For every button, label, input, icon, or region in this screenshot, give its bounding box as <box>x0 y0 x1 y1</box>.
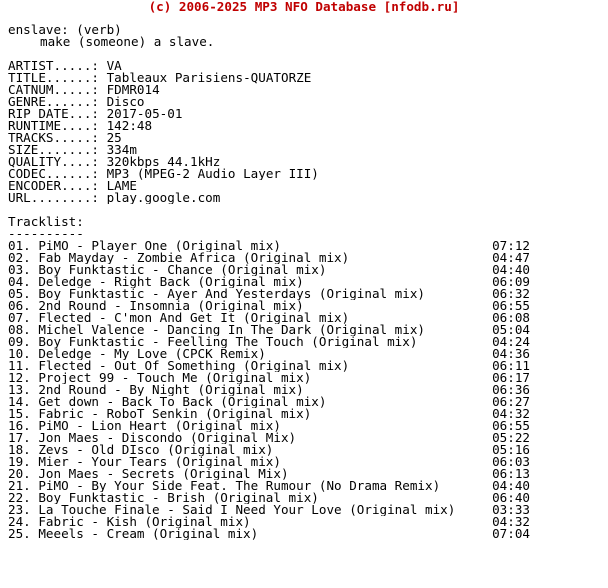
info-value: Tableaux Parisiens-QUATORZE <box>106 72 312 84</box>
track-title: 19. Mier - Your Tears (Original mix) <box>8 456 281 468</box>
definition-meaning: make (someone) a slave. <box>40 36 215 48</box>
track-row <box>8 528 530 540</box>
info-label: RIP DATE...: <box>8 108 99 120</box>
track-title: 04. Deledge - Right Back (Original mix) <box>8 276 304 288</box>
info-row <box>8 108 600 120</box>
info-label: URL........: <box>8 192 99 204</box>
info-value: play.google.com <box>106 192 221 204</box>
info-row <box>8 84 600 96</box>
track-row <box>8 336 530 348</box>
track-row <box>8 444 530 456</box>
track-duration: 05:16 <box>492 442 530 457</box>
track-title: 03. Boy Funktastic - Chance (Original mix) <box>8 264 327 276</box>
track-duration: 04:47 <box>492 250 530 265</box>
track-title: 20. Jon Maes - Secrets (Original Mix) <box>8 468 289 480</box>
track-duration: 03:33 <box>492 502 530 517</box>
track-row <box>8 432 530 444</box>
track-duration: 05:04 <box>492 322 530 337</box>
track-duration: 04:24 <box>492 334 530 349</box>
track-row <box>8 360 530 372</box>
tracklist-heading: Tracklist: <box>8 216 84 228</box>
track-title: 07. Flected - C'mon And Get It (Original mix) <box>8 312 350 324</box>
track-row <box>8 468 530 480</box>
track-duration: 04:36 <box>492 346 530 361</box>
track-title: 21. PiMO - By Your Side Feat. The Rumour (No Drama Remix) <box>8 480 441 492</box>
track-title: 09. Boy Funktastic - Feelling The Touch (Original mix) <box>8 336 418 348</box>
track-row <box>8 276 530 288</box>
track-row <box>8 504 530 516</box>
info-label: GENRE......: <box>8 96 99 108</box>
track-row <box>8 300 530 312</box>
track-duration: 06:32 <box>492 286 530 301</box>
track-title: 23. La Touche Finale - Said I Need Your Love (Original mix) <box>8 504 456 516</box>
spacer <box>8 204 600 216</box>
track-title: 15. Fabric - RoboT Senkin (Original mix) <box>8 408 312 420</box>
release-info <box>8 60 600 204</box>
info-row <box>8 168 600 180</box>
info-row <box>8 96 600 108</box>
track-title: 14. Get down - Back To Back (Original mix) <box>8 396 327 408</box>
track-row <box>8 312 530 324</box>
info-value: MP3 (MPEG-2 Audio Layer III) <box>106 168 319 180</box>
track-duration: 06:03 <box>492 454 530 469</box>
track-duration: 06:13 <box>492 466 530 481</box>
track-duration: 06:55 <box>492 298 530 313</box>
track-row <box>8 240 530 252</box>
track-row <box>8 492 530 504</box>
track-row <box>8 384 530 396</box>
info-row <box>8 156 600 168</box>
track-title: 10. Deledge - My Love (CPCK Remix) <box>8 348 266 360</box>
info-row <box>8 60 600 72</box>
track-duration: 06:08 <box>492 310 530 325</box>
track-row <box>8 516 530 528</box>
track-duration: 04:40 <box>492 262 530 277</box>
track-duration: 07:04 <box>492 526 530 541</box>
info-label: RUNTIME....: <box>8 120 99 132</box>
track-duration: 06:09 <box>492 274 530 289</box>
info-label: SIZE.......: <box>8 144 99 156</box>
track-duration: 06:55 <box>492 418 530 433</box>
info-label: ENCODER....: <box>8 180 99 192</box>
info-label: CATNUM.....: <box>8 84 99 96</box>
info-row <box>8 72 600 84</box>
info-label: CODEC......: <box>8 168 99 180</box>
track-duration: 04:32 <box>492 514 530 529</box>
track-row <box>8 456 530 468</box>
tracklist <box>8 240 600 540</box>
track-row <box>8 264 530 276</box>
track-duration: 07:12 <box>492 238 530 253</box>
track-row <box>8 348 530 360</box>
track-title: 13. 2nd Round - By Night (Original mix) <box>8 384 304 396</box>
info-label: TRACKS.....: <box>8 132 99 144</box>
info-row <box>8 192 600 204</box>
track-row <box>8 396 530 408</box>
track-row <box>8 324 530 336</box>
track-title: 12. Project 99 - Touch Me (Original mix) <box>8 372 312 384</box>
track-title: 02. Fab Mayday - Zombie Africa (Original mix) <box>8 252 350 264</box>
track-row <box>8 420 530 432</box>
track-title: 24. Fabric - Kish (Original mix) <box>8 516 251 528</box>
track-row <box>8 372 530 384</box>
track-row <box>8 480 530 492</box>
track-title: 08. Michel Valence - Dancing In The Dark (Original mix) <box>8 324 426 336</box>
track-duration: 06:27 <box>492 394 530 409</box>
spacer <box>8 48 600 60</box>
info-value: 25 <box>106 132 122 144</box>
track-duration: 05:22 <box>492 430 530 445</box>
info-label: TITLE......: <box>8 72 99 84</box>
info-label: ARTIST.....: <box>8 60 99 72</box>
track-title: 16. PiMO - Lion Heart (Original mix) <box>8 420 281 432</box>
info-value: 2017-05-01 <box>106 108 183 120</box>
nfo-body <box>8 24 600 540</box>
info-row <box>8 180 600 192</box>
track-title: 05. Boy Funktastic - Ayer And Yesterdays (Original mix) <box>8 288 426 300</box>
info-value: VA <box>106 60 122 72</box>
info-value: FDMR014 <box>106 84 160 96</box>
tracklist-rule: ---------- <box>8 228 84 240</box>
track-title: 18. Zevs - Old DIsco (Original mix) <box>8 444 274 456</box>
info-value: Disco <box>106 96 145 108</box>
track-duration: 06:17 <box>492 370 530 385</box>
track-row <box>8 252 530 264</box>
track-title: 11. Flected - Out Of Something (Original mix) <box>8 360 350 372</box>
site-header: (c) 2006-2025 MP3 NFO Database [nfodb.ru] <box>148 0 460 14</box>
track-duration: 06:11 <box>492 358 530 373</box>
track-title: 25. Meeels - Cream (Original mix) <box>8 528 259 540</box>
track-title: 17. Jon Maes - Discondo (Original Mix) <box>8 432 297 444</box>
track-row <box>8 288 530 300</box>
track-duration: 04:40 <box>492 478 530 493</box>
info-row <box>8 132 600 144</box>
info-value: 142:48 <box>106 120 153 132</box>
track-title: 22. Boy Funktastic - Brish (Original mix) <box>8 492 319 504</box>
track-title: 01. PiMO - Player One (Original mix) <box>8 240 281 252</box>
track-title: 06. 2nd Round - Insomnia (Original mix) <box>8 300 304 312</box>
track-duration: 04:32 <box>492 406 530 421</box>
info-row <box>8 144 600 156</box>
info-value: LAME <box>106 180 137 192</box>
track-duration: 06:36 <box>492 382 530 397</box>
info-value: 334m <box>106 144 137 156</box>
info-label: QUALITY....: <box>8 156 99 168</box>
info-value: 320kbps 44.1kHz <box>106 156 221 168</box>
info-row <box>8 120 600 132</box>
definition-term: enslave: (verb) <box>8 24 122 36</box>
track-row <box>8 408 530 420</box>
track-duration: 06:40 <box>492 490 530 505</box>
